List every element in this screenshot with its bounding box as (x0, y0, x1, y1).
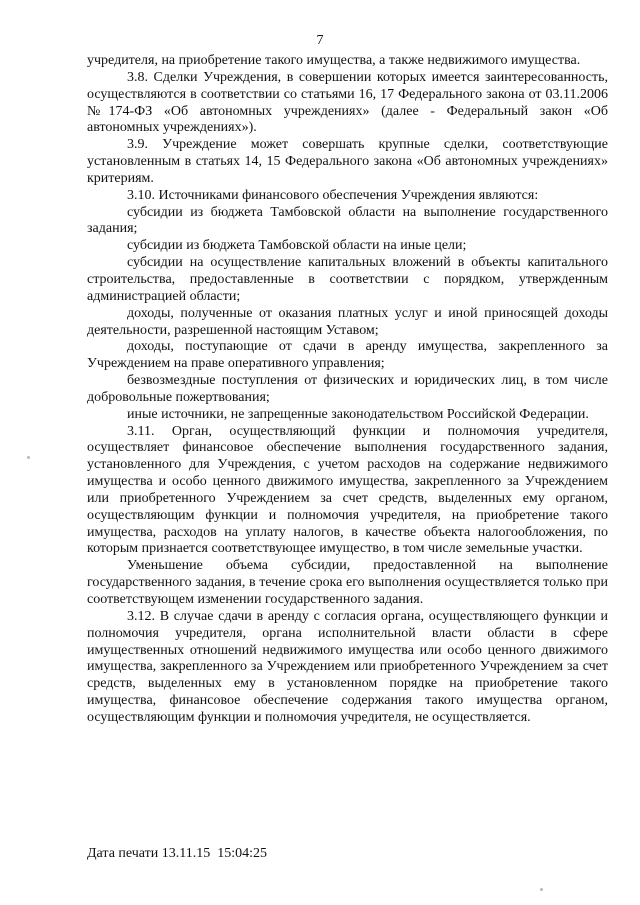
funding-source-item: субсидии на осуществление капитальных вложений в объекты капитального строительства, предоставленные в соответствии с порядком, утвержденным администрацией области; (87, 255, 608, 304)
paragraph-3-11: 3.11. Орган, осуществляющий функции и полномочия учредителя, осуществляет финансовое обеспечение выполнения государственного задания, установленного для Учреждения, с учетом расходов на содержание недвижимого имущества и особо ценного движимого имущества, закрепленного за Учреждением или приобретенного Учреждением за счет средств, выделенных ему органом, осуществляющим функции и полномочия учредителя, на приобретение такого имущества, расходов на уплату налогов, в качестве объекта налогообложения, по которым признается соответствующее имущество, в том числе земельные участки. (87, 423, 608, 557)
document-body (87, 53, 608, 727)
page-number: 7 (316, 33, 324, 48)
scan-speck (27, 456, 30, 459)
paragraph-3-9: 3.9. Учреждение может совершать крупные сделки, соответствующие установленным в статьях 14, 15 Федерального закона «Об автономных учреждениях» критериям. (87, 137, 608, 186)
paragraph-subsidy-reduction: Уменьшение объема субсидии, предоставленной на выполнение государственного задания, в течение срока его выполнения осуществляется только при соответствующем изменении государственного задания. (87, 558, 608, 607)
funding-source-item: иные источники, не запрещенные законодательством Российской Федерации. (127, 406, 589, 422)
funding-source-item: безвозмездные поступления от физических и юридических лиц, в том числе добровольные пожертвования; (87, 373, 608, 405)
scan-speck (540, 888, 543, 891)
funding-source-item: доходы, поступающие от сдачи в аренду имущества, закрепленного за Учреждением на праве оперативного управления; (87, 339, 608, 372)
paragraph-3-12: 3.12. В случае сдачи в аренду с согласия органа, осуществляющего функции и полномочия учредителя, органа исполнительной власти области в сфере имущественных отношений недвижимого имущества или особо ценного движимого имущества, закрепленного за Учреждением или приобретенного Учреждением за счет средств, выделенных ему в установленном порядке на приобретение такого имущества, финансовое обеспечение содержания такого имущества органом, осуществляющим функции и полномочия учредителя, не осуществляется. (87, 608, 608, 725)
funding-source-item: доходы, полученные от оказания платных услуг и иной приносящей доходы деятельности, разрешенной настоящим Уставом; (87, 305, 608, 338)
paragraph-3-8: 3.8. Сделки Учреждения, в совершении которых имеется заинтересованность, осуществляются в соответствии со статьями 16, 17 Федерального закона от 03.11.2006 №174-ФЗ «Об автономных учреждениях» (далее - Федеральный закон «Об автономных учреждениях»). (87, 69, 608, 136)
paragraph-continuation: учредителя, на приобретение такого имущества, а также недвижимого имущества. (87, 53, 581, 68)
funding-source-item: субсидии из бюджета Тамбовской области на иные цели; (127, 238, 467, 254)
print-date: Дата печати 13.11.15 15:04:25 (87, 846, 268, 861)
paragraph-3-10: 3.10. Источниками финансового обеспечения Учреждения являются: (127, 187, 539, 203)
funding-source-item: субсидии из бюджета Тамбовской области на выполнение государственного задания; (87, 204, 608, 237)
